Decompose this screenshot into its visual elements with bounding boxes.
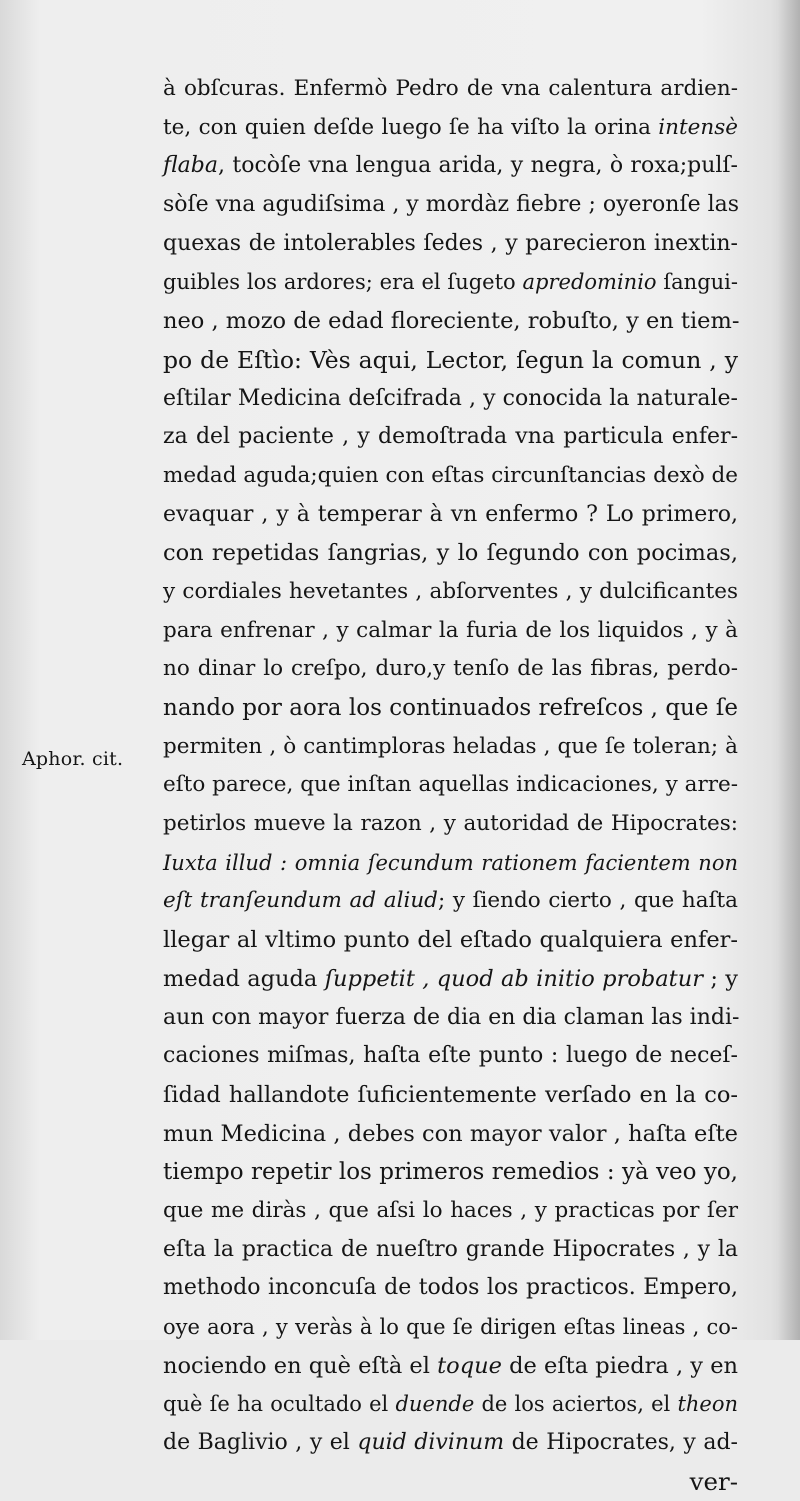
italic-text: ſuppetit , quod ab initio probatur (324, 965, 703, 992)
text-line (163, 689, 738, 728)
text-segment: ; y (702, 965, 738, 992)
body-text (163, 70, 738, 1501)
text-line (163, 496, 738, 535)
text-segment: , tocòſe vna lengua arida, y negra, ò roxa;pulſ- (218, 153, 738, 179)
text-line (163, 1424, 738, 1463)
text-segment: ; y ſiendo cierto , que haſta (437, 888, 738, 914)
text-line (163, 1153, 738, 1192)
italic-text: quid divinum (357, 1430, 505, 1456)
text-segment: de los aciertos, el (474, 1392, 678, 1417)
text-line (163, 766, 738, 805)
text-segment: con repetidas ſangrias, y lo ſegundo con pocimas, (163, 540, 738, 567)
text-segment: mun Medicina , debes con mayor valor , haſta eſte (163, 1120, 738, 1147)
text-line (163, 534, 738, 573)
margin-note: Aphor. cit. (22, 748, 124, 770)
text-segment: eſto parece, que inſtan aquellas indicaciones, y arre- (163, 772, 738, 798)
text-segment: y cordiales hevetantes , abſorventes , y dulcificantes (163, 578, 738, 604)
text-line (163, 921, 738, 960)
text-line (163, 960, 738, 999)
text-line (163, 70, 738, 109)
text-segment: nociendo en què eſtà el (163, 1352, 438, 1379)
text-line (163, 1269, 738, 1308)
text-line (163, 1037, 738, 1076)
text-line (163, 380, 738, 419)
text-line (163, 1192, 738, 1231)
italic-text: eſt tranſeundum ad aliud (163, 888, 438, 914)
text-line (163, 302, 738, 341)
text-line (163, 457, 738, 496)
italic-text: Iuxta illud : omnia ſecundum rationem facientem non (163, 850, 738, 875)
text-line (163, 1347, 738, 1386)
text-line (163, 1308, 738, 1347)
text-line (163, 225, 738, 264)
text-segment: methodo inconcuſa de todos los practicos. Empero, (163, 1275, 738, 1301)
text-segment: neo , mozo de edad floreciente, robuſto, y en tiem- (163, 308, 740, 335)
text-segment: de Baglivio , y el (163, 1430, 358, 1456)
text-segment: evaquar , y à temperar à vn enfermo ? Lo primero, (163, 501, 738, 527)
text-segment: te, con quien deſde luego ſe ha viſto la orina (163, 114, 659, 140)
italic-text: apredominio (522, 270, 657, 295)
text-line (163, 263, 738, 302)
text-line (163, 650, 738, 689)
text-segment: petirlos mueve la razon , y autoridad de Hipocrates: (163, 811, 738, 837)
text-segment: nando por aora los continuados refreſcos , que ſe (163, 695, 738, 721)
text-segment: de eſta piedra , y en (501, 1352, 738, 1379)
text-segment: medad aguda (163, 965, 325, 992)
text-line (163, 1231, 738, 1270)
text-segment: que me diràs , que aſsi lo haces , y practicas por ſer (163, 1197, 738, 1223)
italic-text: duende (395, 1392, 475, 1417)
text-line (163, 341, 738, 380)
text-segment: tiempo repetir los primeros remedios : yà veo yo, (163, 1159, 738, 1186)
text-segment: para enfrenar , y calmar la furia de los liquidos , y à (163, 617, 738, 643)
text-line (163, 1115, 738, 1154)
text-segment: caciones miſmas, haſta eſte punto : luego de neceſ- (163, 1043, 738, 1069)
text-segment: medad aguda;quien con eſtas circunſtancias dexò de (163, 462, 738, 488)
text-segment: ſangui- (656, 270, 738, 295)
text-line (163, 1076, 738, 1115)
text-segment: què ſe ha ocultado el (163, 1392, 396, 1417)
text-segment: guibles los ardores; era el ſugeto (163, 270, 523, 295)
italic-text: intensè (658, 114, 738, 140)
text-segment: de Hipocrates, y ad- (504, 1430, 738, 1456)
text-line (163, 186, 738, 225)
text-segment: aun con mayor fuerza de dia en dia claman las indi- (163, 1004, 740, 1030)
text-line (163, 109, 738, 148)
text-line (163, 728, 738, 767)
text-line (163, 573, 738, 612)
catchword: ver- (689, 1466, 738, 1496)
text-line (163, 844, 738, 883)
page-spine-shadow (778, 0, 800, 1340)
text-segment: ſidad hallandote ſuficientemente verſado en la co- (163, 1081, 738, 1108)
text-segment: po de Eſtìo: Vès aqui, Lector, ſegun la comun , y (163, 345, 738, 374)
text-segment: à obſcuras. Enfermò Pedro de vna calentura ardien- (163, 76, 738, 101)
text-segment: oye aora , y veràs à lo que ſe dirigen eſtas lineas , co- (163, 1315, 738, 1339)
text-segment: eſta la practica de nueſtro grande Hipocrates , y la (163, 1236, 738, 1262)
text-segment: sòſe vna agudiſsima , y mordàz fiebre ; oyeronſe las (163, 192, 740, 218)
italic-text: theon (677, 1392, 738, 1417)
text-line (163, 805, 738, 844)
text-segment: llegar al vltimo punto del eſtado qualquiera enfer- (163, 927, 738, 954)
text-line (163, 1385, 738, 1424)
text-segment: no dinar lo creſpo, duro,y tenſo de las fibras, perdo- (163, 656, 738, 682)
text-segment: quexas de intolerables ſedes , y parecieron inextin- (163, 230, 738, 256)
text-segment: eſtilar Medicina deſcifrada , y conocida la naturale- (163, 385, 738, 411)
text-line (163, 882, 738, 921)
italic-text: toque (437, 1352, 502, 1379)
text-line (163, 418, 738, 457)
italic-text: flaba (163, 153, 218, 179)
text-segment: permiten , ò cantimploras heladas , que ſe toleran; à (163, 733, 738, 759)
text-segment: za del paciente , y demoſtrada vna particula enfer- (163, 424, 738, 450)
text-line (163, 612, 738, 651)
text-line (163, 999, 738, 1038)
text-line (163, 147, 738, 186)
